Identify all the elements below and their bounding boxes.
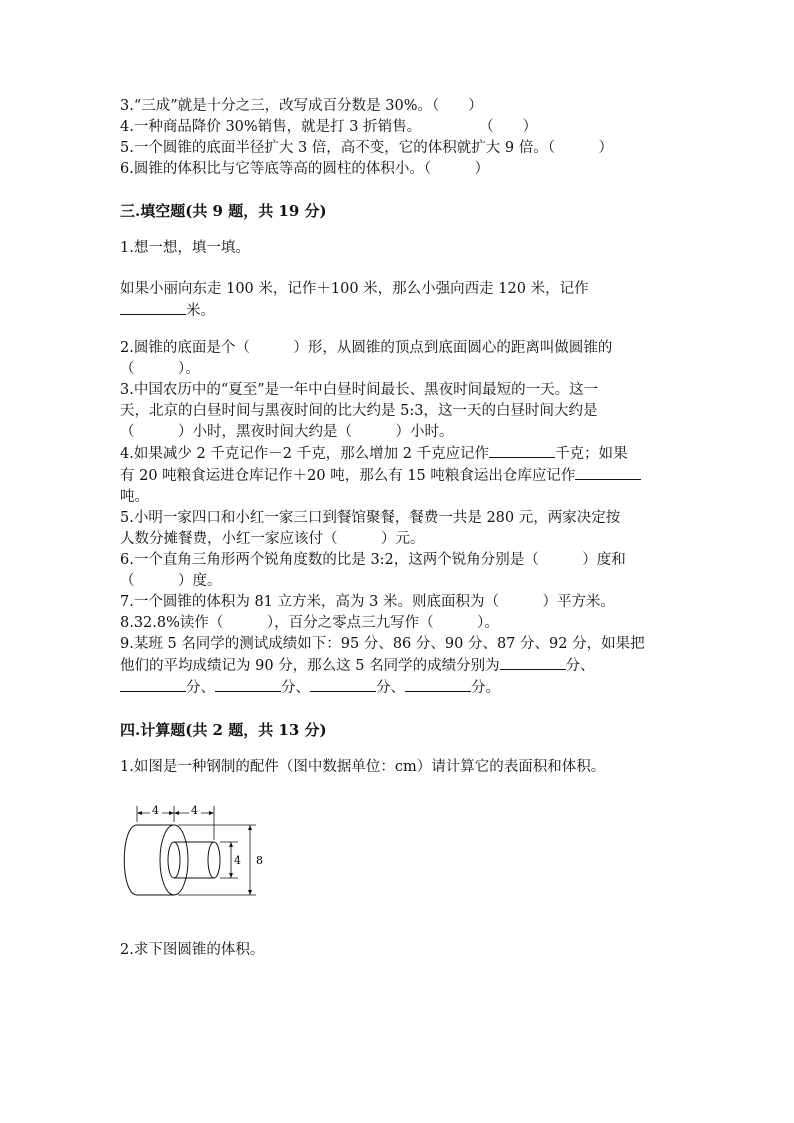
answer-blank[interactable] (405, 677, 471, 692)
dim-label-top-right: 4 (191, 804, 198, 817)
answer-blank[interactable] (215, 677, 281, 692)
worksheet-page (120, 96, 680, 778)
dim-label-top-left: 4 (152, 804, 159, 817)
judge-q6: 6.圆锥的体积比与它等底等高的圆柱的体积小。（ ） (120, 161, 490, 177)
fill-q9-line3: 分、 分、 分、 分。 (120, 677, 680, 699)
fill-q1-line2: 米。 (120, 300, 680, 322)
judge-q5: 5.一个圆锥的底面半径扩大 3 倍，高不变，它的体积就扩大 9 倍。（ ） (120, 140, 613, 156)
arrow-icon (229, 842, 233, 847)
arrow-icon (229, 873, 233, 878)
section-title-calc: 四.计算题(共 2 题，共 13 分) (120, 721, 327, 739)
judge-q4: 4.一种商品降价 30%销售，就是打 3 折销售。 （ ） (120, 119, 538, 135)
answer-blank[interactable] (120, 677, 186, 692)
fill-q3-line3: （ ）小时，黑夜时间大约是（ ）小时。 (120, 424, 454, 440)
fill-q1-line1: 如果小丽向东走 100 米，记作＋100 米，那么小强向西走 120 米，记作 (120, 281, 589, 297)
answer-blank[interactable] (120, 300, 186, 315)
fill-q7: 7.一个圆锥的体积为 81 立方米，高为 3 米。则底面积为（ ）平方米。 (120, 594, 615, 610)
fill-q2-line1: 2.圆锥的底面是个（ ）形，从圆锥的顶点到底面圆心的距离叫做圆锥的 (120, 340, 613, 356)
calc-q1: 1.如图是一种钢制的配件（图中数据单位：cm）请计算它的表面积和体积。 (120, 759, 606, 775)
arrow-icon (174, 811, 179, 815)
steel-part-diagram (122, 800, 272, 900)
fill-q8: 8.32.8%读作（ ），百分之零点三九写作（ ）。 (120, 615, 499, 631)
answer-blank[interactable] (489, 443, 555, 458)
dim-label-outer: 8 (256, 854, 263, 867)
fill-q2-line2: （ ）。 (120, 361, 200, 377)
fill-q3-line1: 3.中国农历中的“夏至”是一年中白昼时间最长、黑夜时间最短的一天。这一 (120, 382, 599, 398)
inner-cylinder-end (208, 842, 220, 878)
arrow-icon (248, 825, 252, 830)
fill-q6-line2: （ ）度。 (120, 573, 222, 589)
section-title-fill: 三.填空题(共 9 题，共 19 分) (120, 202, 327, 220)
dim-label-inner: 4 (234, 854, 241, 867)
calc-q2: 2.求下图圆锥的体积。 (120, 942, 265, 958)
fill-q5-line2: 人数分摊餐费，小红一家应该付（ ）元。 (120, 531, 425, 547)
steel-part-figure (122, 800, 272, 900)
outer-cylinder-back (124, 825, 137, 895)
arrow-icon (248, 890, 252, 895)
fill-q4-line3: 吨。 (120, 489, 149, 505)
fill-q4-line2: 有 20 吨粮食运进仓库记作＋20 吨，那么有 15 吨粮食运出仓库应记作 (120, 465, 680, 487)
answer-blank[interactable] (500, 655, 566, 670)
fill-q3-line2: 天，北京的白昼时间与黑夜时间的比大约是 5:3，这一天的白昼时间大约是 (120, 403, 598, 419)
judge-q3: 3.“三成”就是十分之三，改写成百分数是 30%。（ ） (120, 98, 483, 114)
fill-q9-line1: 9.某班 5 名同学的测试成绩如下：95 分、86 分、90 分、87 分、92 分，如果把 (120, 636, 645, 652)
fill-q5-line1: 5.小明一家四口和小红一家三口到餐馆聚餐，餐费一共是 280 元，两家决定按 (120, 510, 621, 526)
answer-blank[interactable] (310, 677, 376, 692)
inner-hole (168, 842, 180, 878)
arrow-icon (137, 811, 142, 815)
fill-q9-line2: 他们的平均成绩记为 90 分，那么这 5 名同学的成绩分别为 分、 (120, 655, 680, 677)
answer-blank[interactable] (575, 465, 641, 480)
fill-q4-line1: 4.如果减少 2 千克记作－2 千克，那么增加 2 千克应记作 千克；如果 (120, 443, 680, 465)
arrow-icon (169, 811, 174, 815)
fill-q1-title: 1.想一想，填一填。 (120, 240, 250, 256)
arrow-icon (209, 811, 214, 815)
fill-q6-line1: 6.一个直角三角形两个锐角度数的比是 3:2，这两个锐角分别是（ ）度和 (120, 552, 626, 568)
